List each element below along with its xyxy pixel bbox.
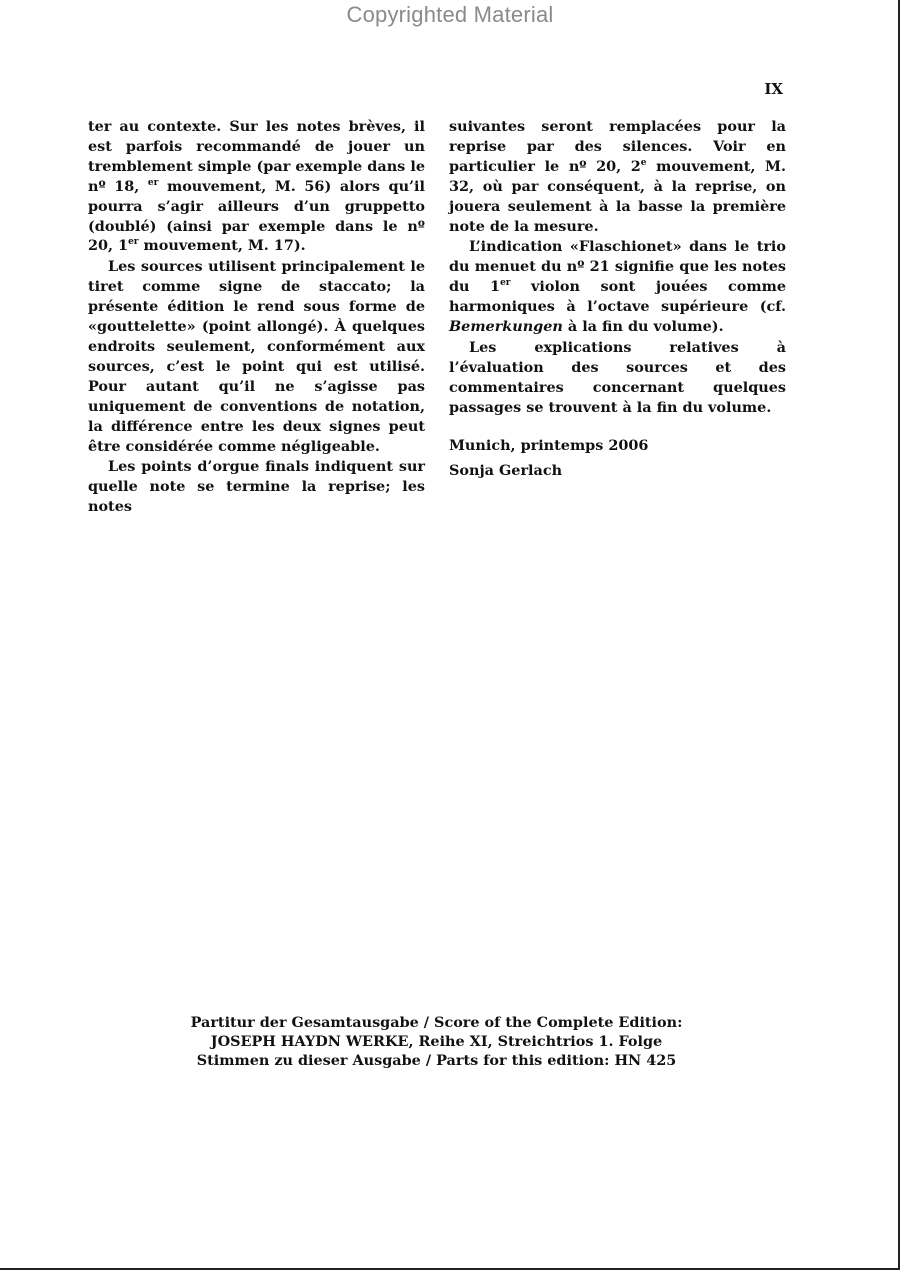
- paragraph-explanations: Les explications relatives à l’évaluation des sources et des commentaires concernant quelques passages se trouvent à la fin du volume.: [449, 338, 786, 416]
- superscript-er: er: [147, 177, 159, 188]
- copyright-watermark: Copyrighted Material: [346, 2, 554, 27]
- paragraph-staccato: Les sources utilisent principalement le tiret comme signe de staccato; la présente édition le rend sous forme de «gouttelette» (point allongé). À quelques endroits seulement, conformément aux sources, c’est le point qui est utilisé. Pour autant qu’il ne s’agisse pas uniquement de conventions de notation, la différence entre les deux signes peut être considérée comme négligeable.: [88, 258, 425, 455]
- paragraph-repeats: suivantes seront remplacées pour la reprise par des silences. Voir en particulier le nº 20, 2e mouvement, M. 32, où par conséquent, à la reprise, on jouera seulement à la basse la première note de la mesure.: [449, 118, 786, 235]
- signature-author: Sonja Gerlach: [449, 461, 563, 479]
- credits-line-1: Partitur der Gesamtausgabe / Score of the Complete Edition:: [190, 1014, 683, 1031]
- credits-line-2: JOSEPH HAYDN WERKE, Reihe XI, Streichtrios 1. Folge: [210, 1033, 663, 1050]
- right-text-column: [449, 117, 786, 480]
- superscript-er: er: [500, 278, 511, 289]
- superscript-e: e: [640, 158, 647, 169]
- signature-place-date: Munich, printemps 2006: [449, 436, 649, 454]
- paragraph-fermata: Les points d’orgue finals indiquent sur quelle note se termine la reprise; les notes: [88, 458, 425, 516]
- paragraph-ornaments: ter au contexte. Sur les notes brèves, il est parfois recommandé de jouer un tremblement simple (par exemple dans le nº 18, $^{er}$ mouvement, M. 56) alors qu’il pourra s’agir ailleurs d’un gruppetto (doublé) (ainsi par exemple dans le nº 20, 1er mouvement, M. 17).: [88, 118, 425, 255]
- edition-credits: [0, 1013, 873, 1070]
- emphasis-bemerkungen: Bemerkungen: [449, 318, 563, 336]
- signature-block: [449, 436, 786, 481]
- credits-line-3: Stimmen zu dieser Ausgabe / Parts for this edition: HN 425: [196, 1052, 677, 1069]
- superscript-er: er: [128, 237, 139, 248]
- left-text-column: [88, 117, 425, 517]
- page-number: IX: [764, 80, 783, 98]
- paragraph-flaschionet: L’indication «Flaschionet» dans le trio du menuet du nº 21 signifie que les notes du 1er violon sont jouées comme harmoniques à l’octave supérieure (cf. Bemerkungen à la fin du volume).: [449, 238, 786, 336]
